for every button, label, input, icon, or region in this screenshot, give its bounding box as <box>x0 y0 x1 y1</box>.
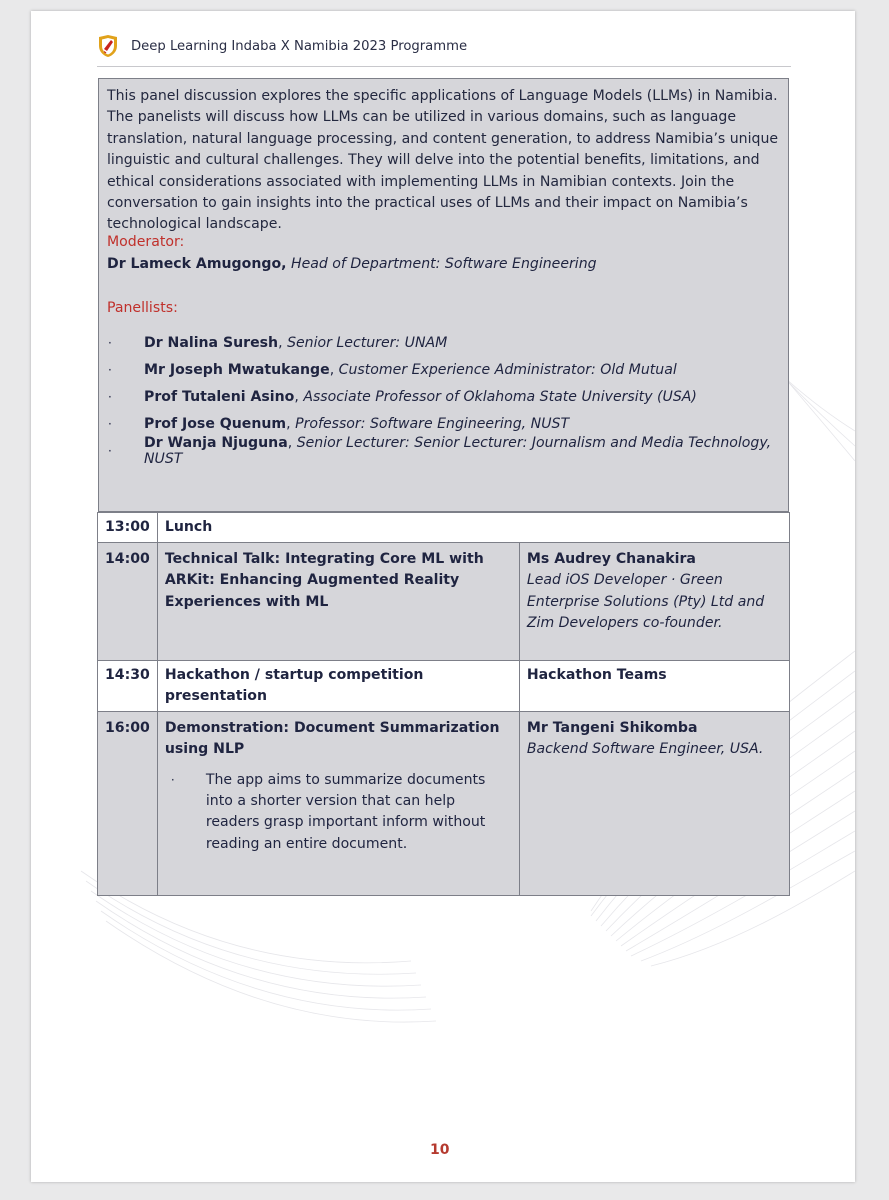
moderator-name: Dr Lameck Amugongo, <box>107 256 287 272</box>
session-time: 13:00 <box>98 513 158 543</box>
panellist-separator: , <box>294 388 304 405</box>
session-title-text: Technical Talk: Integrating Core ML with ARKit: Enhancing Augmented Reality Experiences with ML <box>164 551 484 610</box>
list-item <box>107 434 787 467</box>
panellist-role: Customer Experience Administrator: Old Mutual <box>338 361 677 378</box>
session-speaker <box>519 543 789 661</box>
speaker-name: Hackathon Teams <box>526 667 667 683</box>
header-divider <box>97 66 791 67</box>
list-bullet: · <box>108 362 112 377</box>
panellist-separator: , <box>329 361 339 378</box>
panellist-separator: , <box>287 434 297 451</box>
panellist-name: Prof Tutaleni Asino <box>144 388 295 405</box>
moderator-entry <box>107 256 597 272</box>
table-row <box>98 513 790 543</box>
moderator-label: Moderator: <box>107 234 185 250</box>
panellist-role: Senior Lecturer: UNAM <box>287 334 448 351</box>
list-bullet: · <box>108 416 112 431</box>
page-header <box>97 33 467 59</box>
table-row <box>98 543 790 661</box>
panellist-name: Prof Jose Quenum <box>144 415 287 432</box>
panellist-role: Professor: Software Engineering, NUST <box>295 415 570 432</box>
panellist-separator: , <box>278 334 288 351</box>
panellist-role: Senior Lecturer: Senior Lecturer: Journalism and Media Technology, NUST <box>144 434 772 467</box>
document-title: Deep Learning Indaba X Namibia 2023 Programme <box>131 38 468 54</box>
session-title-text: Hackathon / startup competition presentation <box>164 667 424 705</box>
list-bullet: · <box>108 335 112 350</box>
list-bullet: · <box>170 772 175 787</box>
list-item <box>107 383 787 410</box>
session-title-text: Lunch <box>164 519 213 535</box>
list-item <box>107 329 787 356</box>
list-item <box>107 410 787 437</box>
session-detail: The app aims to summarize documents into a shorter version that can help readers grasp important inform without reading an entire document. <box>205 771 486 852</box>
session-title <box>157 543 519 661</box>
session-time: 16:00 <box>98 711 158 895</box>
panellist-name: Dr Wanja Njuguna <box>144 434 288 451</box>
indaba-shield-logo-icon <box>97 34 119 58</box>
panellist-role: Associate Professor of Oklahoma State University (USA) <box>303 388 697 405</box>
speaker-role: Backend Software Engineer, USA. <box>526 741 764 758</box>
session-title <box>157 661 519 712</box>
table-row <box>98 661 790 712</box>
panel-discussion-box <box>98 78 789 512</box>
session-speaker <box>519 711 789 895</box>
session-title <box>157 711 519 895</box>
panellist-name: Dr Nalina Suresh <box>144 334 279 351</box>
session-time: 14:30 <box>98 661 158 712</box>
panel-description: This panel discussion explores the specific applications of Language Models (LLMs) in Namibia. The panelists will discuss how LLMs can be utilized in various domains, such as language translation, natural language processing, and content generation, to address Namibia’s unique linguistic and cultural challenges. They will delve into the potential benefits, limitations, and ethical considerations associated with implementing LLMs in Namibian contexts. Join the conversation to gain insights into the practical uses of LLMs and their impact on Namibia’s technological landscape. <box>107 88 779 233</box>
list-item <box>107 356 787 383</box>
panellist-list <box>107 329 787 467</box>
speaker-role: Lead iOS Developer · Green Enterprise Solutions (Pty) Ltd and Zim Developers co-founder. <box>526 572 765 632</box>
list-item <box>165 770 512 856</box>
panellist-separator: , <box>286 415 296 432</box>
panellists-label: Panellists: <box>107 300 178 316</box>
session-speaker <box>519 661 789 712</box>
session-time: 14:00 <box>98 543 158 661</box>
speaker-name: Mr Tangeni Shikomba <box>526 719 698 736</box>
schedule-table <box>97 512 790 896</box>
session-title <box>157 513 789 543</box>
speaker-name: Ms Audrey Chanakira <box>526 551 696 567</box>
document-page <box>31 11 855 1182</box>
list-bullet: · <box>108 389 112 404</box>
table-row <box>98 711 790 895</box>
list-bullet: · <box>108 443 112 458</box>
moderator-role: Head of Department: Software Engineering <box>290 256 597 272</box>
panellist-name: Mr Joseph Mwatukange <box>144 361 330 378</box>
session-title-text: Demonstration: Document Summarization using NLP <box>164 719 500 758</box>
page-number: 10 <box>430 1142 450 1158</box>
